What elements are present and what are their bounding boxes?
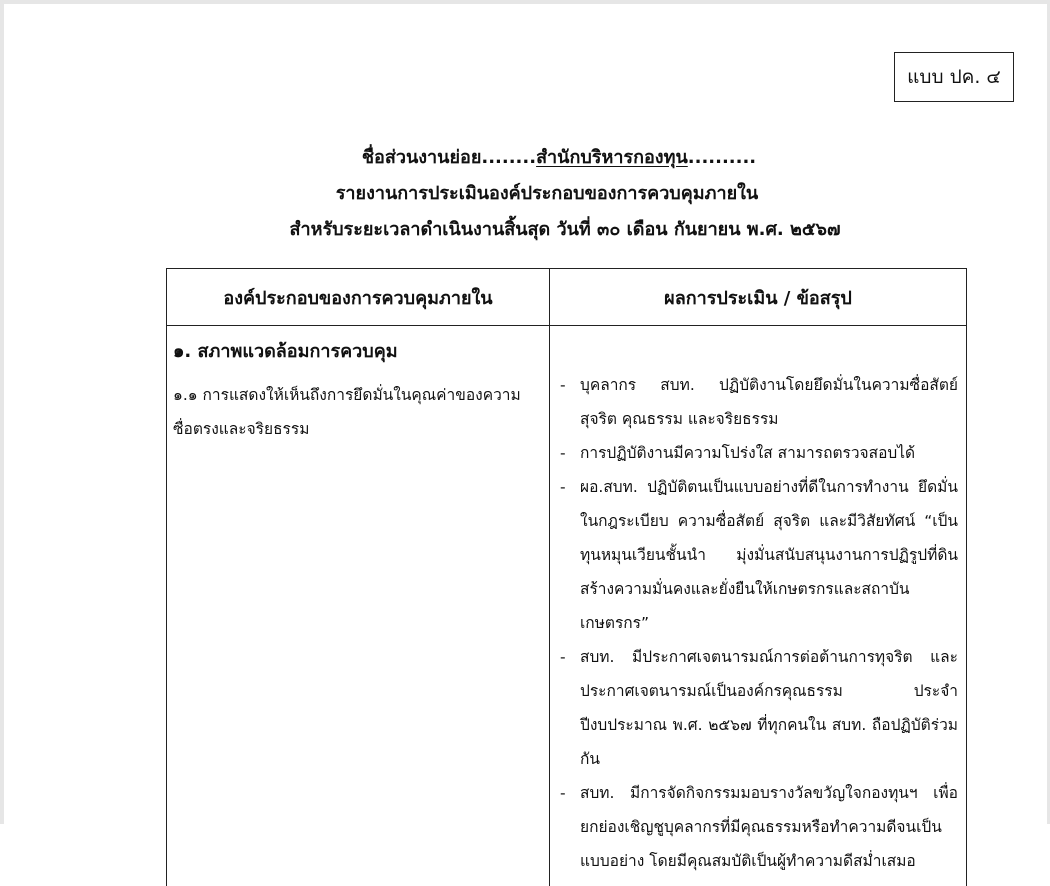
col-header-results: ผลการประเมิน / ข้อสรุป bbox=[550, 269, 967, 326]
bullet-text: การปฏิบัติงานมีความโปร่งใส สามารถตรวจสอบได้ bbox=[580, 444, 915, 462]
agency-dots-after: .......... bbox=[688, 147, 756, 168]
results-list bbox=[558, 368, 958, 878]
agency-dots-before: ........ bbox=[481, 147, 536, 168]
components-cell bbox=[167, 326, 550, 886]
bullet-text: บุคลากร สบท. ปฏิบัติงานโดยยึดมั่นในความซื่อสัตย์ สุจริต คุณธรรม และจริยธรรม bbox=[580, 376, 958, 428]
bullet-text: ผอ.สบท. ปฏิบัติตนเป็นแบบอย่างที่ดีในการทำงาน ยึดมั่นในกฎระเบียบ ความซื่อสัตย์ สุจริต และมีวิสัยทัศน์ “เป็นทุนหมุนเวียนชั้นนำ มุ่งมั่นสนับสนุนงานการปฏิรูปที่ดินสร้างความมั่นคงและยั่งยืนให้เกษตรกรและสถาบันเกษตรกร” bbox=[580, 478, 958, 632]
list-item: - การปฏิบัติงานมีความโปร่งใส สามารถตรวจสอบได้ bbox=[558, 436, 958, 470]
form-code: แบบ ปค. ๔ bbox=[907, 62, 1001, 92]
form-code-box bbox=[894, 52, 1014, 102]
table-row bbox=[167, 326, 967, 886]
table-header-row bbox=[167, 269, 967, 326]
agency-line bbox=[34, 142, 1050, 171]
col-header-components: องค์ประกอบของการควบคุมภายใน bbox=[167, 269, 550, 326]
bullet-text: สบท. มีการจัดกิจกรรมมอบรางวัลขวัญใจกองทุนฯ เพื่อยกย่องเชิญชูบุคลากรที่มีคุณธรรมหรือทำความดีจนเป็นแบบอย่าง โดยมีคุณสมบัติเป็นผู้ทำความดีสม่ำเสมอ bbox=[580, 784, 958, 870]
report-title: รายงานการประเมินองค์ประกอบของการควบคุมภายใน bbox=[22, 178, 1050, 207]
list-item: - สบท. มีการจัดกิจกรรมมอบรางวัลขวัญใจกองทุนฯ เพื่อยกย่องเชิญชูบุคลากรที่มีคุณธรรมหรือทำความดีจนเป็นแบบอย่าง โดยมีคุณสมบัติเป็นผู้ทำความดีสม่ำเสมอ bbox=[558, 776, 958, 878]
list-item: - บุคลากร สบท. ปฏิบัติงานโดยยึดมั่นในความซื่อสัตย์ สุจริต คุณธรรม และจริยธรรม bbox=[558, 368, 958, 436]
section-title: ๑. สภาพแวดล้อมการควบคุม bbox=[173, 336, 398, 365]
list-item: - สบท. มีประกาศเจตนารมณ์การต่อต้านการทุจริต และประกาศเจตนารมณ์เป็นองค์กรคุณธรรม ประจำปีงบประมาณ พ.ศ. ๒๕๖๗ ที่ทุกคนใน สบท. ถือปฏิบัติร่วมกัน bbox=[558, 640, 958, 776]
sub-item: ๑.๑ การแสดงให้เห็นถึงการยึดมั่นในคุณค่าของความซื่อตรงและจริยธรรม bbox=[173, 378, 543, 446]
bullet-text: สบท. มีประกาศเจตนารมณ์การต่อต้านการทุจริต และประกาศเจตนารมณ์เป็นองค์กรคุณธรรม ประจำปีงบประมาณ พ.ศ. ๒๕๖๗ ที่ทุกคนใน สบท. ถือปฏิบัติร่วมกัน bbox=[580, 648, 958, 768]
assessment-table bbox=[166, 268, 967, 886]
results-cell bbox=[550, 326, 967, 886]
agency-prefix: ชื่อส่วนงานย่อย bbox=[362, 147, 482, 168]
list-item: - ผอ.สบท. ปฏิบัติตนเป็นแบบอย่างที่ดีในการทำงาน ยึดมั่นในกฎระเบียบ ความซื่อสัตย์ สุจริต และมีวิสัยทัศน์ “เป็นทุนหมุนเวียนชั้นนำ มุ่งมั่นสนับสนุนงานการปฏิรูปที่ดินสร้างความมั่นคงและยั่งยืนให้เกษตรกรและสถาบันเกษตรกร” bbox=[558, 470, 958, 640]
agency-name: สำนักบริหารกองทุน bbox=[536, 147, 688, 168]
period-line: สำหรับระยะเวลาดำเนินงานสิ้นสุด วันที่ ๓๐ เดือน กันยายน พ.ศ. ๒๕๖๗ bbox=[40, 214, 1050, 243]
